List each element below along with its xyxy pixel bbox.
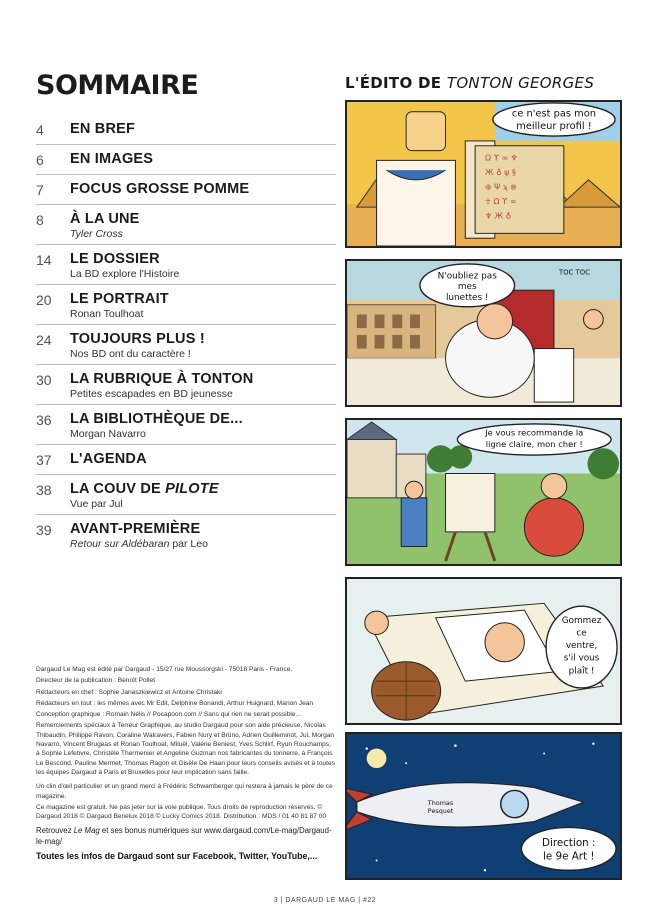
toc-page-number: 24 — [36, 332, 52, 348]
page-footer: 3 | DARGAUD LE MAG | #22 — [273, 897, 377, 904]
toc-title: LE PORTRAIT — [70, 291, 169, 307]
toc-title-text: LA COUV DE — [70, 481, 166, 497]
comic-panel-drawing — [345, 577, 622, 725]
rocket-label: Thomas — [427, 800, 454, 808]
toc-title: LE DOSSIER — [70, 251, 160, 267]
toc-item[interactable] — [36, 405, 336, 445]
credits-legal: Ce magazine est gratuit. Ne pas jeter sur la voie publique. Tous droits de reproduction réservés. © Dargaud 2018 © Dargaud Benelux 2018 © Lucky Comics 2018. Distribution : MDS / 01 40 81 87 00 — [36, 803, 327, 821]
toc-page-number: 14 — [36, 252, 52, 268]
table-of-contents — [36, 70, 336, 554]
toc-page-number: 7 — [36, 182, 44, 198]
bubble-text: Je vous recommande la — [485, 427, 584, 438]
edito-header — [345, 74, 625, 96]
bubble-text: Direction : — [542, 836, 596, 849]
toc-item[interactable] — [36, 325, 336, 365]
bubble-text: ventre, — [565, 641, 598, 652]
credits-dedication: Un clin d'œil particulier et un grand merci à Frédéric Schwamberger qui restera à jamais le père de ce magazine. — [36, 783, 333, 800]
toc-page-number: 30 — [36, 372, 52, 388]
bubble-text: ligne claire, mon cher ! — [485, 439, 583, 450]
toc-item[interactable] — [36, 245, 336, 285]
toc-item[interactable] — [36, 115, 336, 145]
credits-social: Toutes les infos de Dargaud sont sur Facebook, Twitter, YouTube,... — [36, 851, 318, 862]
comic-panel-rocket — [345, 732, 622, 880]
toc-subtitle: Tyler Cross — [70, 228, 123, 240]
bubble-text: mes — [457, 282, 477, 293]
credits-website[interactable]: Retrouvez Le Mag et ses bonus numériques sur www.dargaud.com/Le-mag/Dargaud-le-mag/ — [36, 826, 332, 847]
bubble-text: lunettes ! — [445, 292, 489, 303]
toc-item[interactable] — [36, 205, 336, 245]
comic-panel-rome — [345, 259, 622, 407]
toc-title: EN IMAGES — [70, 151, 154, 167]
credits-director: Directeur de la publication : Benoît Pollet — [36, 677, 156, 685]
toc-item[interactable] — [36, 515, 336, 554]
toc-title: FOCUS GROSSE POMME — [70, 181, 250, 197]
bubble-text: Gommez — [561, 615, 602, 626]
toc-list — [36, 115, 336, 554]
toc-item[interactable] — [36, 445, 336, 475]
toc-page-number: 39 — [36, 522, 52, 538]
toc-subtitle: Nos BD ont du caractère ! — [70, 348, 191, 360]
bubble-text: ce — [576, 628, 587, 639]
toc-item[interactable] — [36, 285, 336, 325]
svg-text:♆ Ж ♁: ♆ Ж ♁ — [484, 211, 512, 221]
bubble-text: plaît ! — [568, 666, 595, 677]
credits-thanks: Remerciements spéciaux à Terreur Graphique, au studio Dargaud pour son aide précieuse, Nicolas Thibaudin, Philippe Ravon, Coraline Walravers, Fabien Nury et Brüno, Adrien Guilleminot, Jul, Morgan Navarro, Vincent Brugeas et Ronan Toulhoat, Miluël, Valérie Beniest, Yves Schlirf, Ryun Rouchamps, à Sophie Lefebvre, Christèle Thermenier et Angeline Guzman nos fabricantes du tonnerre, à François Le Bescond, Pauline Mermet, Thomas Ragon et Gisèle De Haan pour leurs conseils avisés et à toutes les équipes Dargaud à Paris et Bruxelles pour leur implication sans faille. — [36, 722, 335, 776]
toc-title: LA RUBRIQUE À TONTON — [70, 371, 254, 387]
toc-subtitle-italic: Retour sur Aldébaran — [70, 538, 170, 550]
credits-design: Conception graphique : Romain Nélis // Pocapoon.com // Sans qui rien ne serait possible... — [36, 711, 301, 719]
toc-title-italic: PILOTE — [165, 481, 219, 497]
comic-panel-painter — [345, 418, 622, 566]
toc-item[interactable] — [36, 145, 336, 175]
toc-title: TOUJOURS PLUS ! — [70, 331, 205, 347]
sound-effect: TOC TOC — [558, 268, 590, 277]
toc-subtitle: Vue par Jul — [70, 498, 123, 510]
rocket-label: Pesquet — [427, 807, 454, 815]
comic-panel-egypt — [345, 100, 622, 248]
toc-subtitle: Morgan Navarro — [70, 428, 146, 440]
toc-item[interactable] — [36, 365, 336, 405]
toc-page-number: 37 — [36, 452, 52, 468]
toc-subtitle-text: par Leo — [169, 538, 208, 550]
svg-text:Ω ϒ ∞ ♆: Ω ϒ ∞ ♆ — [484, 153, 518, 163]
toc-page-number: 38 — [36, 482, 52, 498]
toc-title — [70, 481, 336, 497]
bubble-text: s'il vous — [563, 653, 600, 664]
bubble-text: meilleur profil ! — [516, 121, 592, 133]
credits-writers: Rédacteurs en tout : les mêmes avec Mr Edit, Delphine Bonandi, Arthur Huignard, Manon Jean — [36, 699, 314, 707]
toc-item[interactable] — [36, 475, 336, 515]
toc-title: AVANT-PREMIÈRE — [70, 521, 201, 537]
svg-text:⊕ Ψ ϡ ⊗: ⊕ Ψ ϡ ⊗ — [484, 182, 517, 192]
toc-title: LA BIBLIOTHÈQUE DE... — [70, 411, 243, 427]
toc-title: EN BREF — [70, 121, 136, 137]
toc-page-number: 8 — [36, 212, 44, 228]
toc-page-number: 4 — [36, 122, 44, 138]
credits-block — [36, 665, 336, 864]
toc-page-number: 36 — [36, 412, 52, 428]
edito-title: L'ÉDITO DE TONTON GEORGES — [345, 74, 595, 92]
sommaire-title: SOMMAIRE — [36, 70, 199, 101]
credits-publisher: Dargaud Le Mag est édité par Dargaud - 15/27 rue Moussorgski - 75018 Paris - France. — [36, 666, 293, 673]
toc-subtitle: Petites escapades en BD jeunesse — [70, 388, 233, 400]
toc-item[interactable] — [36, 175, 336, 205]
bubble-text: le 9e Art ! — [542, 850, 595, 863]
credits-editors: Rédacteurs en chef : Sophie Janaszkiewicz et Antoine Christaki — [36, 688, 222, 696]
bubble-text: ce n'est pas mon — [511, 108, 597, 120]
svg-text:☥ Ω ϒ ∞: ☥ Ω ϒ ∞ — [484, 197, 517, 207]
bubble-text: N'oubliez pas — [437, 271, 497, 282]
toc-page-number: 20 — [36, 292, 52, 308]
toc-subtitle — [70, 538, 336, 550]
toc-title: À LA UNE — [70, 211, 140, 227]
toc-title: L'AGENDA — [70, 451, 147, 467]
toc-subtitle: Ronan Toulhoat — [70, 308, 144, 320]
svg-text:Ж ♁ ψ §: Ж ♁ ψ § — [484, 168, 516, 177]
toc-page-number: 6 — [36, 152, 44, 168]
toc-subtitle: La BD explore l'Histoire — [70, 268, 180, 280]
